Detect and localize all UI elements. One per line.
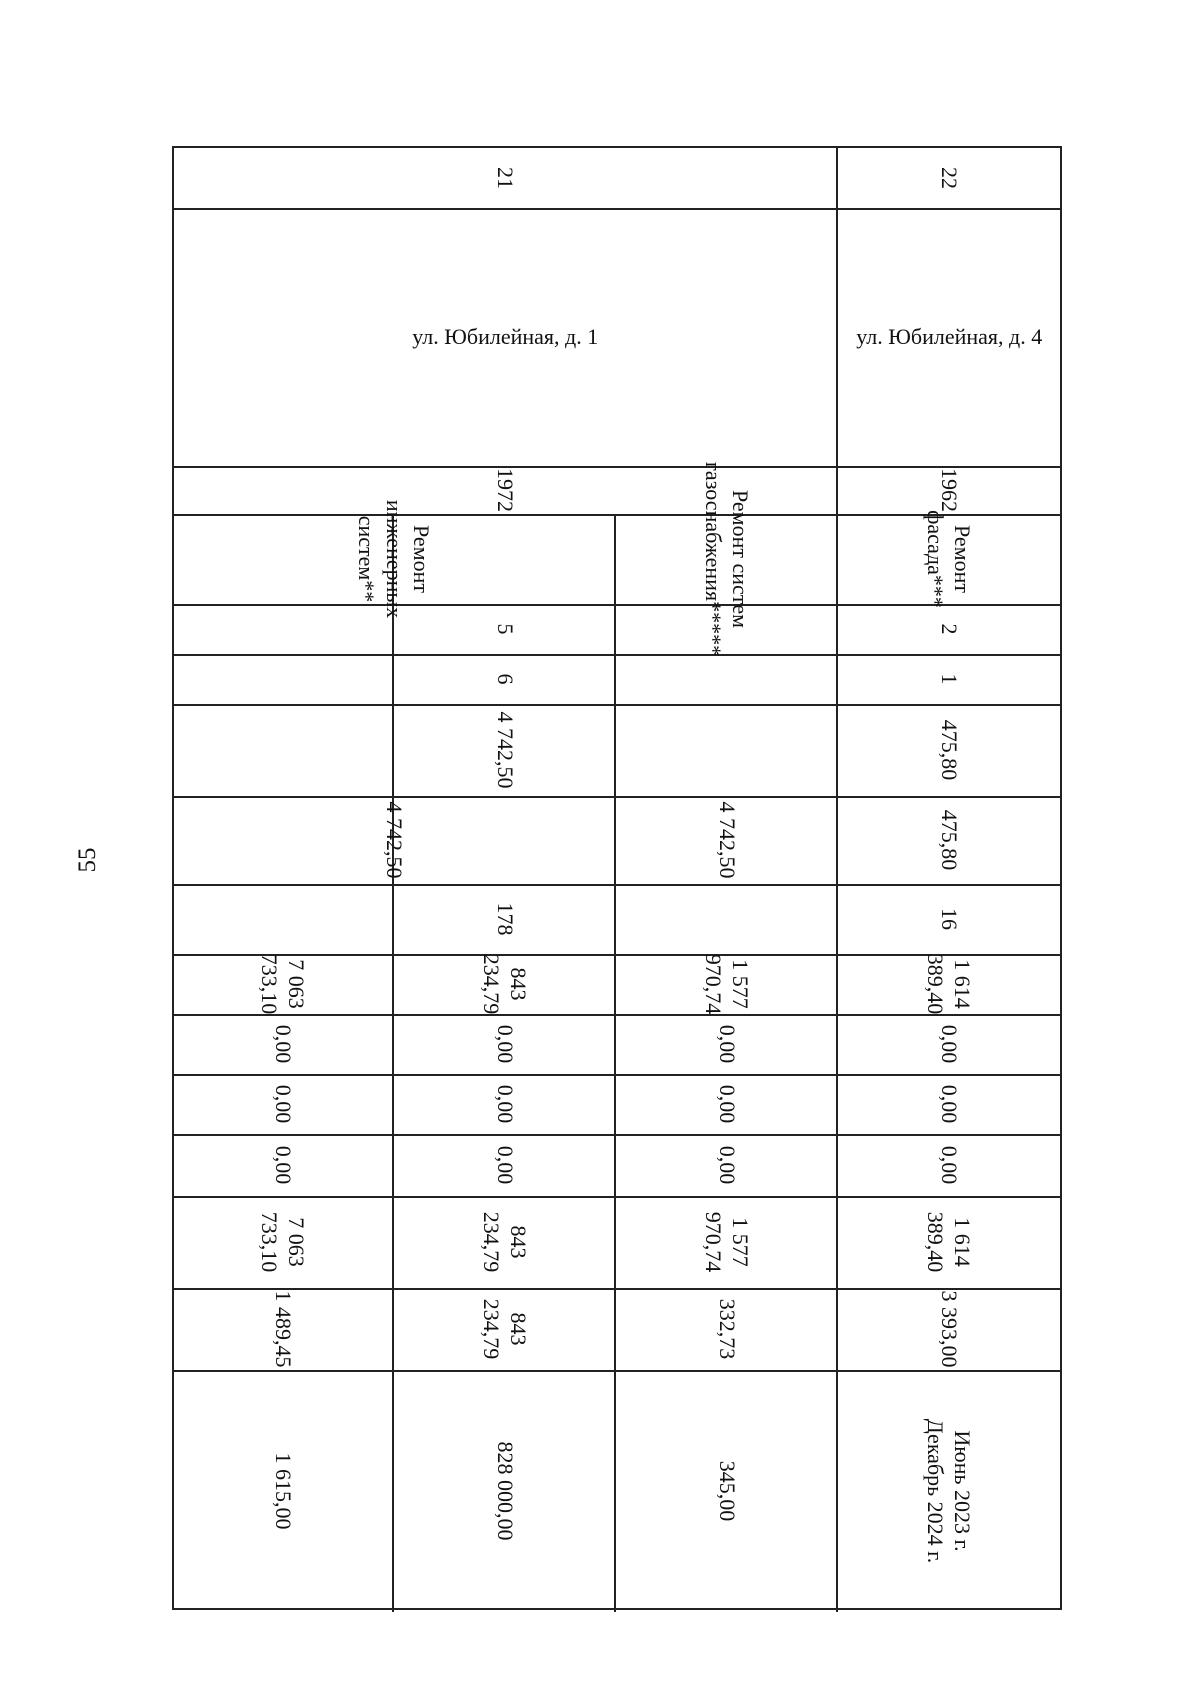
row-21-cost-total: 4 742,50 xyxy=(492,711,518,789)
row-21c-sum: 7 063 733,10 xyxy=(257,1211,310,1273)
row-22-col1: 1 xyxy=(936,673,962,685)
page-number: 55 xyxy=(74,847,101,873)
row-21b-sum: 843 234,79 xyxy=(479,1211,532,1273)
row-22-year: 1962 xyxy=(936,468,962,512)
row-21c-v3: 0,00 xyxy=(270,1145,296,1185)
row-21a-unit1: 332,73 xyxy=(714,1298,740,1360)
row-22-total: 1 614 389,40 xyxy=(923,953,976,1015)
row-21a-sum: 1 577 970,74 xyxy=(701,1211,754,1273)
row-22-num: 22 xyxy=(936,167,962,189)
row-22-v2: 0,00 xyxy=(936,1084,962,1124)
row-21b-v3: 0,00 xyxy=(492,1145,518,1185)
row-21-area: 178 xyxy=(492,902,518,936)
row-22-sum: 1 614 389,40 xyxy=(923,1211,976,1273)
row-21c-total: 7 063 733,10 xyxy=(257,953,310,1015)
row-21b-v2: 0,00 xyxy=(492,1084,518,1124)
row-21a-total: 1 577 970,74 xyxy=(701,953,754,1015)
row-22-address: ул. Юбилейная, д. 4 xyxy=(856,324,1042,350)
row-21a-unit2: 345,00 xyxy=(714,1460,740,1522)
row-21-address: ул. Юбилейная, д. 1 xyxy=(412,324,598,350)
row-21-col1: 6 xyxy=(492,673,518,685)
row-21b-v1: 0,00 xyxy=(492,1024,518,1064)
row-21c-unit2: 1 615,00 xyxy=(270,1452,296,1530)
row-21-year: 1972 xyxy=(492,468,518,512)
row-22-col2: 2 xyxy=(936,623,962,635)
repair-table xyxy=(172,146,1062,1610)
row-21-col2: 5 xyxy=(492,623,518,635)
row-21-cost-part-gas: 4 742,50 xyxy=(714,801,740,879)
row-21-work-eng: Ремонт инженерных систем** xyxy=(354,499,435,619)
row-22-deadline: Июнь 2023 г. Декабрь 2024 г. xyxy=(923,1418,976,1564)
row-21b-unit2: 828 000,00 xyxy=(492,1441,518,1541)
row-21b-unit1: 843 234,79 xyxy=(479,1298,532,1360)
row-22-unit1: 3 393,00 xyxy=(936,1290,962,1368)
row-21a-v2: 0,00 xyxy=(714,1084,740,1124)
row-21c-v2: 0,00 xyxy=(270,1084,296,1124)
row-21-work-gas: Ремонт систем газоснабжения***** xyxy=(701,461,754,657)
row-21a-v1: 0,00 xyxy=(714,1024,740,1064)
row-21-num: 21 xyxy=(492,167,518,189)
row-21-cost-part-eng: 4 742,50 xyxy=(381,801,407,879)
row-22-cost-part: 475,80 xyxy=(936,809,962,871)
row-22-area: 16 xyxy=(936,908,962,930)
row-21c-v1: 0,00 xyxy=(270,1024,296,1064)
row-22-v3: 0,00 xyxy=(936,1145,962,1185)
row-21c-unit1: 1 489,45 xyxy=(270,1290,296,1368)
row-22-work: Ремонт фасада*** xyxy=(923,510,976,608)
row-21a-v3: 0,00 xyxy=(714,1145,740,1185)
row-22-v1: 0,00 xyxy=(936,1024,962,1064)
row-22-cost-total: 475,80 xyxy=(936,719,962,781)
row-21b-total: 843 234,79 xyxy=(479,953,532,1015)
